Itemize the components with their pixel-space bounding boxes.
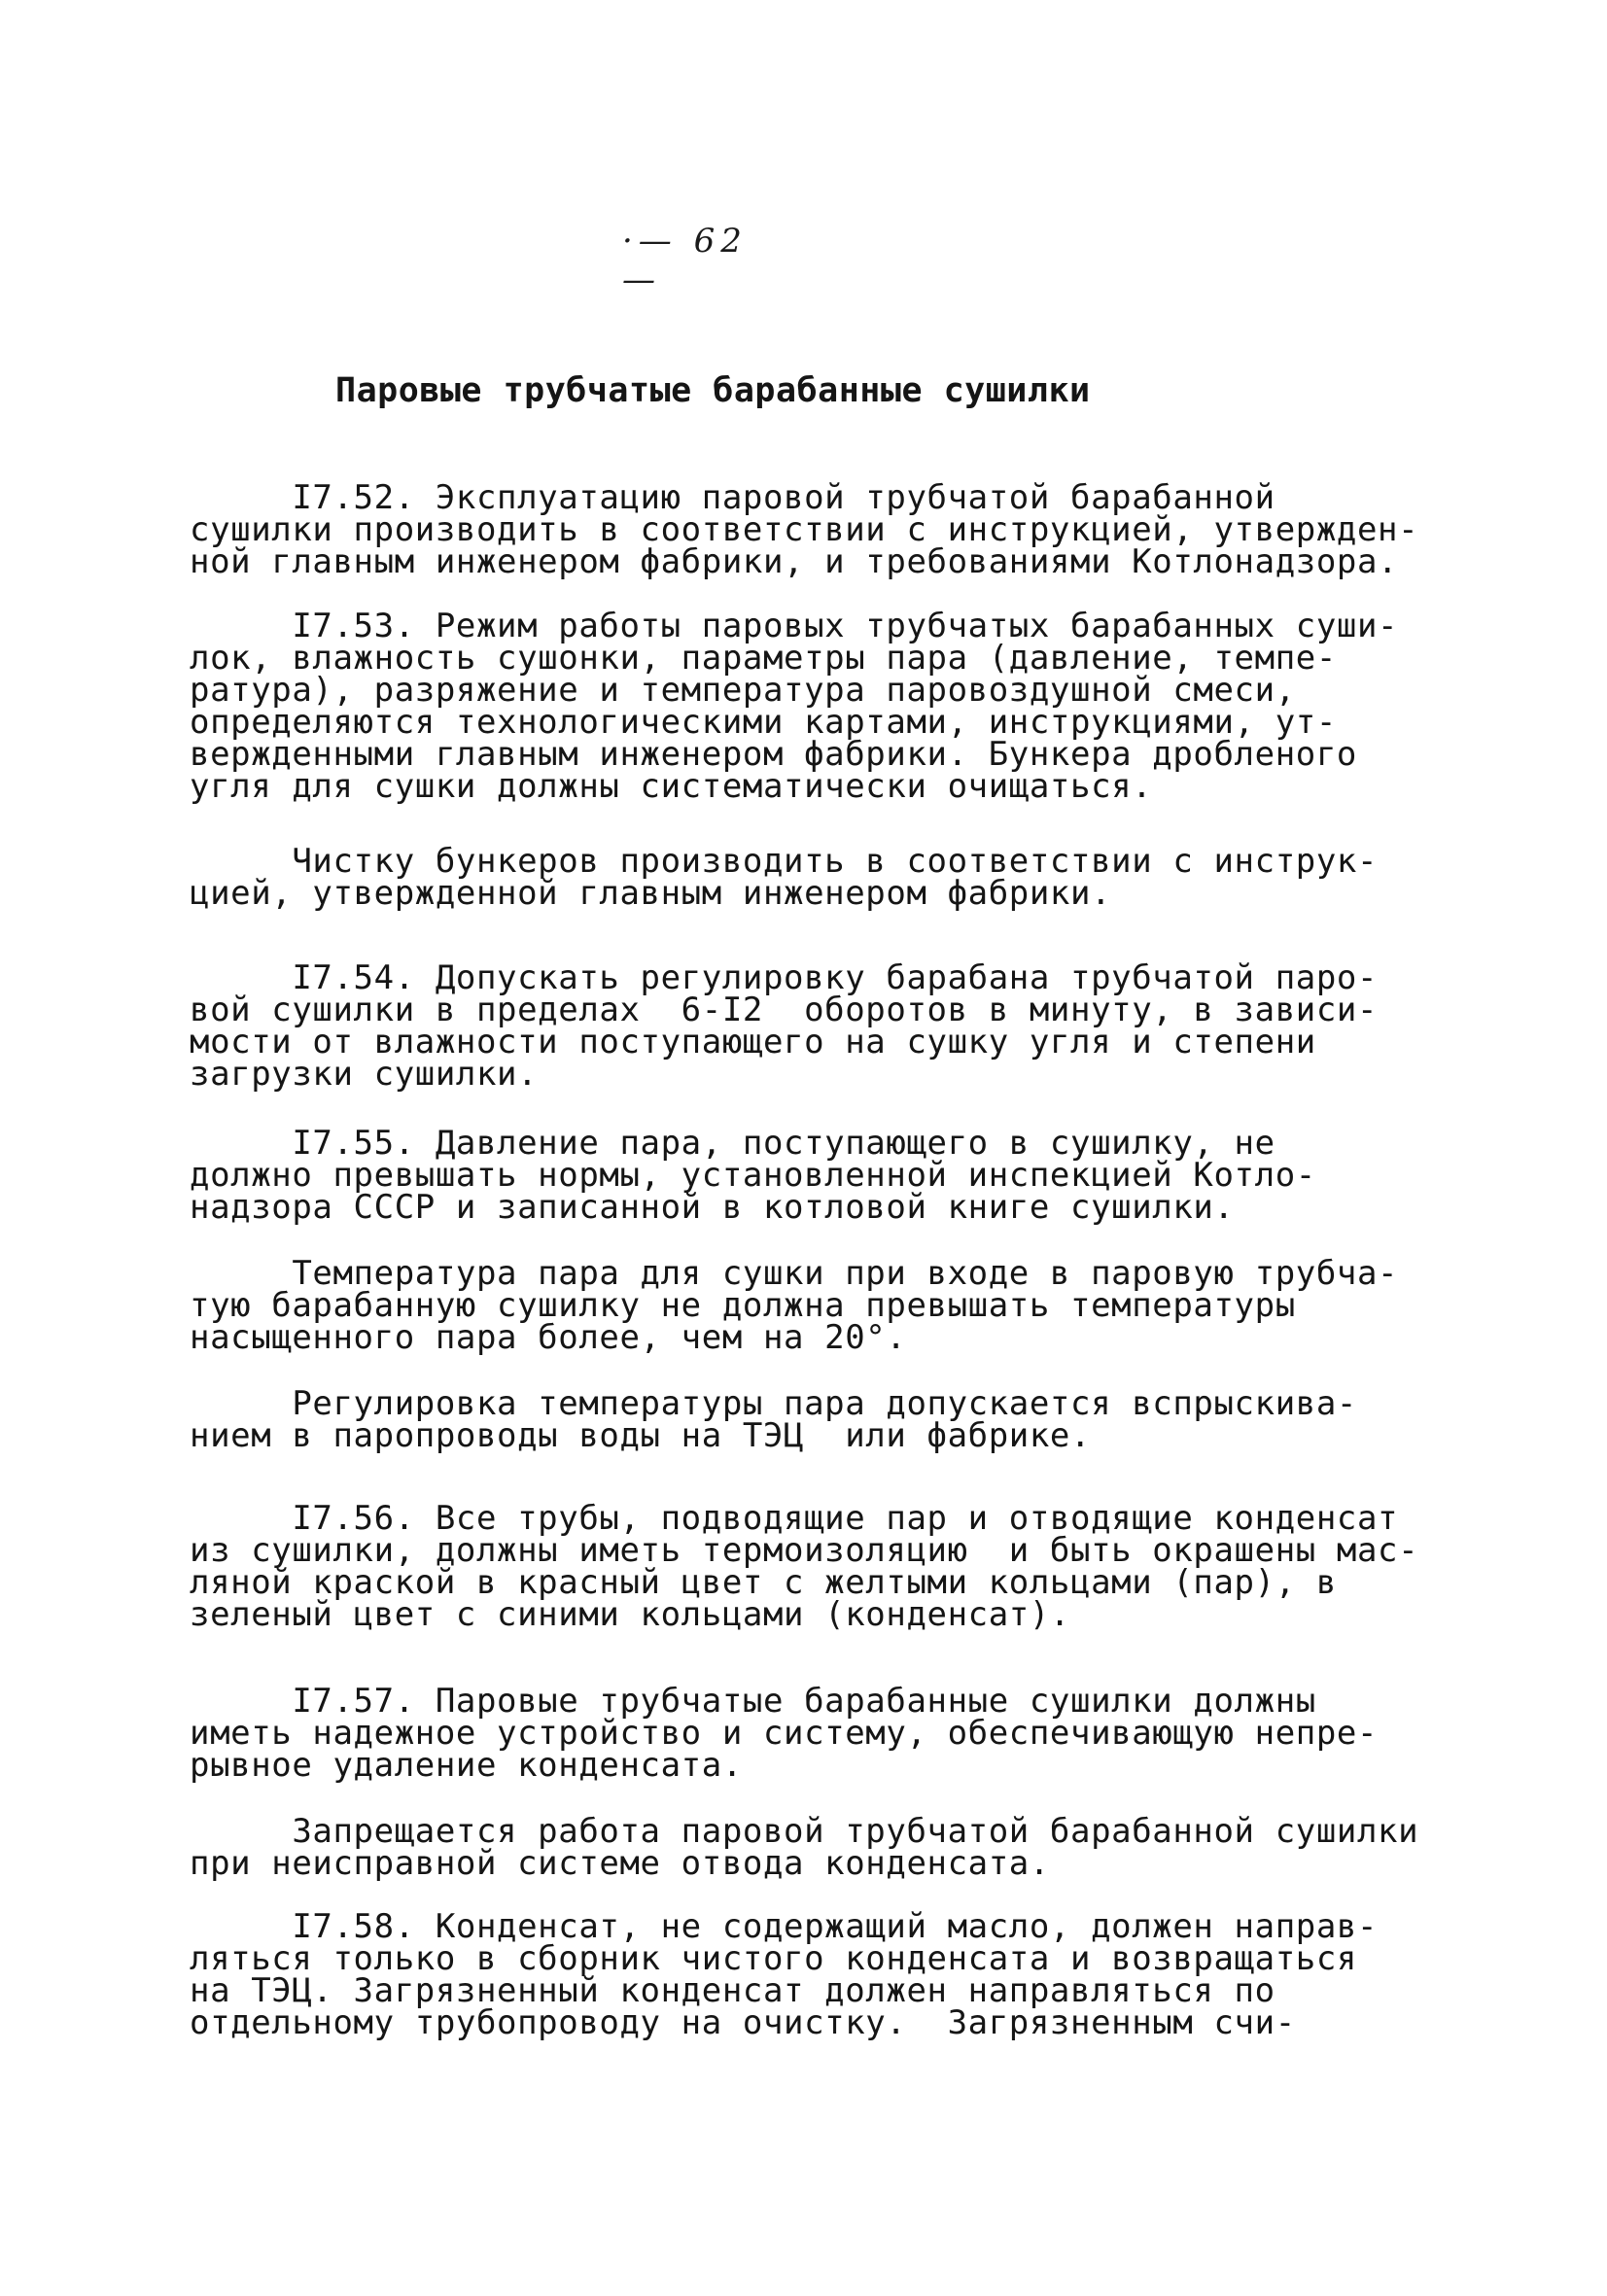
- text-line: ной главным инженером фабрики, и требованиями Котлонадзора.: [190, 542, 1399, 581]
- text-line: нием в паропроводы воды на ТЭЦ или фабрике.: [190, 1416, 1092, 1455]
- text-line: должно превышать нормы, установленной инспекцией Котло-: [190, 1156, 1316, 1195]
- text-line: Регулировка температуры пара допускается вспрыскива-: [190, 1384, 1357, 1423]
- text-line: насыщенного пара более, чем на 20°.: [190, 1318, 907, 1357]
- text-line: ляться только в сборник чистого конденсата и возвращаться: [190, 1939, 1357, 1978]
- text-line: на ТЭЦ. Загрязненный конденсат должен направляться по: [190, 1971, 1275, 2010]
- paragraph-17-57: [190, 1682, 1415, 1785]
- text-line: угля для сушки должны систематически очищаться.: [190, 767, 1153, 806]
- text-line: I7.53. Режим работы паровых трубчатых барабанных суши-: [190, 607, 1399, 645]
- paragraph-17-57-prohibition: [190, 1812, 1419, 1883]
- paragraph-17-55-temperature: [190, 1254, 1415, 1357]
- paragraph-17-52: [190, 478, 1419, 581]
- paragraph-17-55: [190, 1124, 1415, 1227]
- text-line: рывное удаление конденсата.: [190, 1746, 743, 1785]
- text-line: I7.57. Паровые трубчатые барабанные сушилки должны: [190, 1682, 1316, 1721]
- section-title: Паровые трубчатые барабанные сушилки: [335, 371, 1091, 410]
- text-line: Температура пара для сушки при входе в паровую трубча-: [190, 1254, 1399, 1293]
- paragraph-17-58: [190, 1907, 1415, 2042]
- text-line: I7.55. Давление пара, поступающего в сушилку, не: [190, 1124, 1275, 1163]
- text-line: ляной краской в красный цвет с желтыми кольцами (пар), в: [190, 1563, 1337, 1602]
- text-line: загрузки сушилки.: [190, 1055, 539, 1094]
- text-line: Запрещается работа паровой трубчатой барабанной сушилки: [190, 1812, 1419, 1851]
- paragraph-17-55-regulation: [190, 1384, 1415, 1455]
- text-line: зеленый цвет с синими кольцами (конденсат).: [190, 1595, 1070, 1634]
- text-line: I7.52. Эксплуатацию паровой трубчатой барабанной: [190, 478, 1275, 517]
- text-line: определяются технологическими картами, инструкциями, ут-: [190, 703, 1337, 742]
- text-line: вой сушилки в пределах 6-I2 оборотов в минуту, в зависи-: [190, 991, 1379, 1029]
- text-line: из сушилки, должны иметь термоизоляцию и быть окрашены мас-: [190, 1531, 1419, 1570]
- text-line: при неисправной системе отвода конденсата.: [190, 1844, 1050, 1883]
- text-line: иметь надежное устройство и систему, обеспечивающую непре-: [190, 1714, 1379, 1753]
- text-line: ратура), разряжение и температура паровоздушной смеси,: [190, 671, 1296, 710]
- text-line: лок, влажность сушонки, параметры пара (давление, темпе-: [190, 639, 1337, 678]
- paragraph-17-53-cleaning: [190, 842, 1415, 913]
- text-line: Чистку бункеров производить в соответствии с инструк-: [190, 842, 1379, 881]
- paragraph-17-53: [190, 607, 1415, 806]
- paragraph-17-56: [190, 1499, 1419, 1634]
- text-line: сушилки производить в соответствии с инструкцией, утвержден-: [190, 510, 1419, 549]
- text-line: отдельному трубопроводу на очистку. Загрязненным счи-: [190, 2003, 1296, 2042]
- text-line: вержденными главным инженером фабрики. Бункера дробленого: [190, 735, 1357, 774]
- text-line: I7.56. Все трубы, подводящие пар и отводящие конденсат: [190, 1499, 1399, 1538]
- text-line: I7.54. Допускать регулировку барабана трубчатой паро-: [190, 958, 1379, 997]
- page-number: ·— 62 —: [622, 222, 748, 299]
- text-line: надзора СССР и записанной в котловой книге сушилки.: [190, 1188, 1235, 1227]
- text-line: мости от влажности поступающего на сушку угля и степени: [190, 1023, 1316, 1061]
- paragraph-17-54: [190, 958, 1415, 1094]
- text-line: цией, утвержденной главным инженером фабрики.: [190, 874, 1112, 913]
- text-line: I7.58. Конденсат, не содержащий масло, должен направ-: [190, 1907, 1379, 1946]
- text-line: тую барабанную сушилку не должна превышать температуры: [190, 1286, 1296, 1325]
